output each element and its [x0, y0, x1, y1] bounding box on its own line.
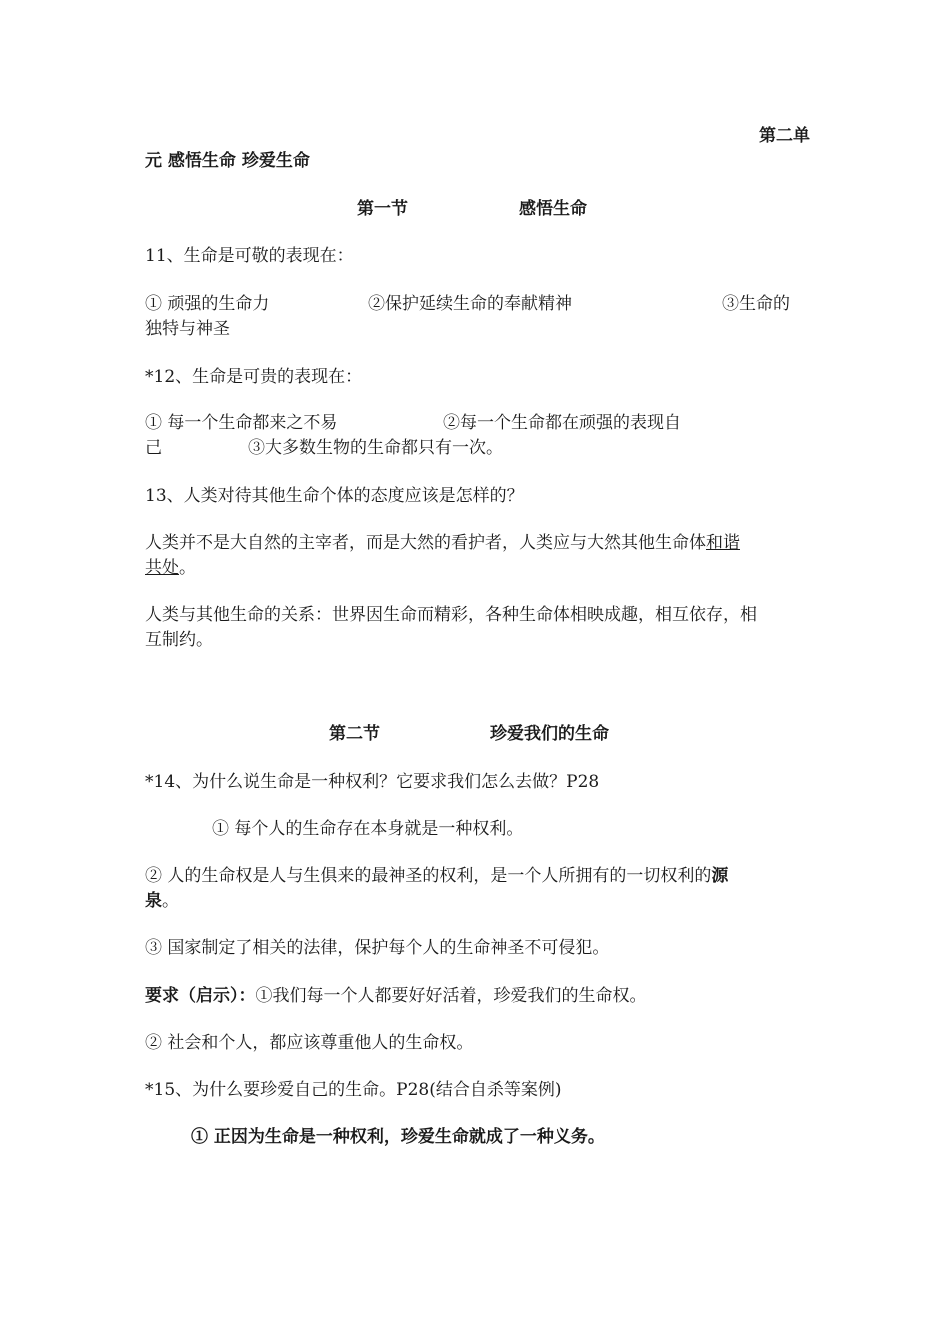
- q13-answer-line1: [145, 531, 810, 556]
- q14-item1: ① 每个人的生命存在本身就是一种权利。: [212, 819, 524, 839]
- q13-relation-line2: 互制约。: [145, 630, 213, 650]
- section1-label: 第一节: [357, 199, 408, 219]
- q11-item3a: ③生命的: [722, 294, 790, 314]
- q13-answer-end: 。: [179, 558, 196, 578]
- q14-question: *14、为什么说生命是一种权利？它要求我们怎么去做？P28: [145, 772, 600, 792]
- q13-answer-text: 人类并不是大自然的主宰者，而是大然的看护者，人类应与大然其他生命体: [145, 533, 706, 553]
- unit-title-line2: [145, 149, 810, 174]
- q15-item1: ① 正因为生命是一种权利，珍爱生命就成了一种义务。: [191, 1127, 605, 1147]
- q13-answer-line2: [145, 556, 810, 581]
- q14-item2-line1: [145, 864, 810, 889]
- section2-label: 第二节: [329, 724, 380, 744]
- q13-answer-underline-1: 和谐: [706, 533, 740, 553]
- q14-item2-bold-1: 源: [711, 866, 729, 886]
- q12-item1: ① 每一个生命都来之不易: [145, 413, 338, 433]
- q14-requirement-item2: ② 社会和个人，都应该尊重他人的生命权。: [145, 1033, 474, 1053]
- q14-item2-bold-2: 泉: [145, 891, 162, 911]
- q12-question: *12、生命是可贵的表现在：: [145, 367, 363, 387]
- q14-requirement-label: 要求（启示）：: [145, 986, 256, 1006]
- unit-title-line1: [145, 124, 810, 149]
- q13-answer-underline-2: 共处: [145, 558, 179, 578]
- q12-item3: ③大多数生物的生命都只有一次。: [248, 438, 503, 458]
- q14-requirement-line: [145, 984, 810, 1009]
- q11-question: 11、生命是可敬的表现在：: [145, 246, 354, 266]
- q14-item3: ③ 国家制定了相关的法律，保护每个人的生命神圣不可侵犯。: [145, 938, 610, 958]
- q11-item2: ②保护延续生命的奉献精神: [368, 294, 572, 314]
- section1-name: 感悟生命: [519, 199, 587, 219]
- q13-relation-line1: 人类与其他生命的关系：世界因生命而精彩，各种生命体相映成趣，相互依存，相: [145, 605, 757, 625]
- q14-item2-end: 。: [162, 891, 179, 911]
- unit-title-text-1: 第二单: [759, 126, 810, 146]
- q12-item2b: 己: [145, 438, 162, 458]
- q11-item3b: 独特与神圣: [145, 319, 230, 339]
- section2-name: 珍爱我们的生命: [490, 724, 609, 744]
- q12-item2a: ②每一个生命都在顽强的表现自: [443, 413, 681, 433]
- q14-requirement-item1: ①我们每一个人都要好好活着，珍爱我们的生命权。: [255, 986, 647, 1006]
- q13-question: 13、人类对待其他生命个体的态度应该是怎样的？: [145, 486, 524, 506]
- q14-item2-text: ② 人的生命权是人与生俱来的最神圣的权利，是一个人所拥有的一切权利的: [145, 866, 712, 886]
- unit-title-text-2: 元 感悟生命 珍爱生命: [145, 151, 310, 171]
- q14-item2-line2: [145, 889, 810, 914]
- q15-question: *15、为什么要珍爱自己的生命。P28(结合自杀等案例): [145, 1080, 562, 1100]
- q11-item1: ① 顽强的生命力: [145, 294, 270, 314]
